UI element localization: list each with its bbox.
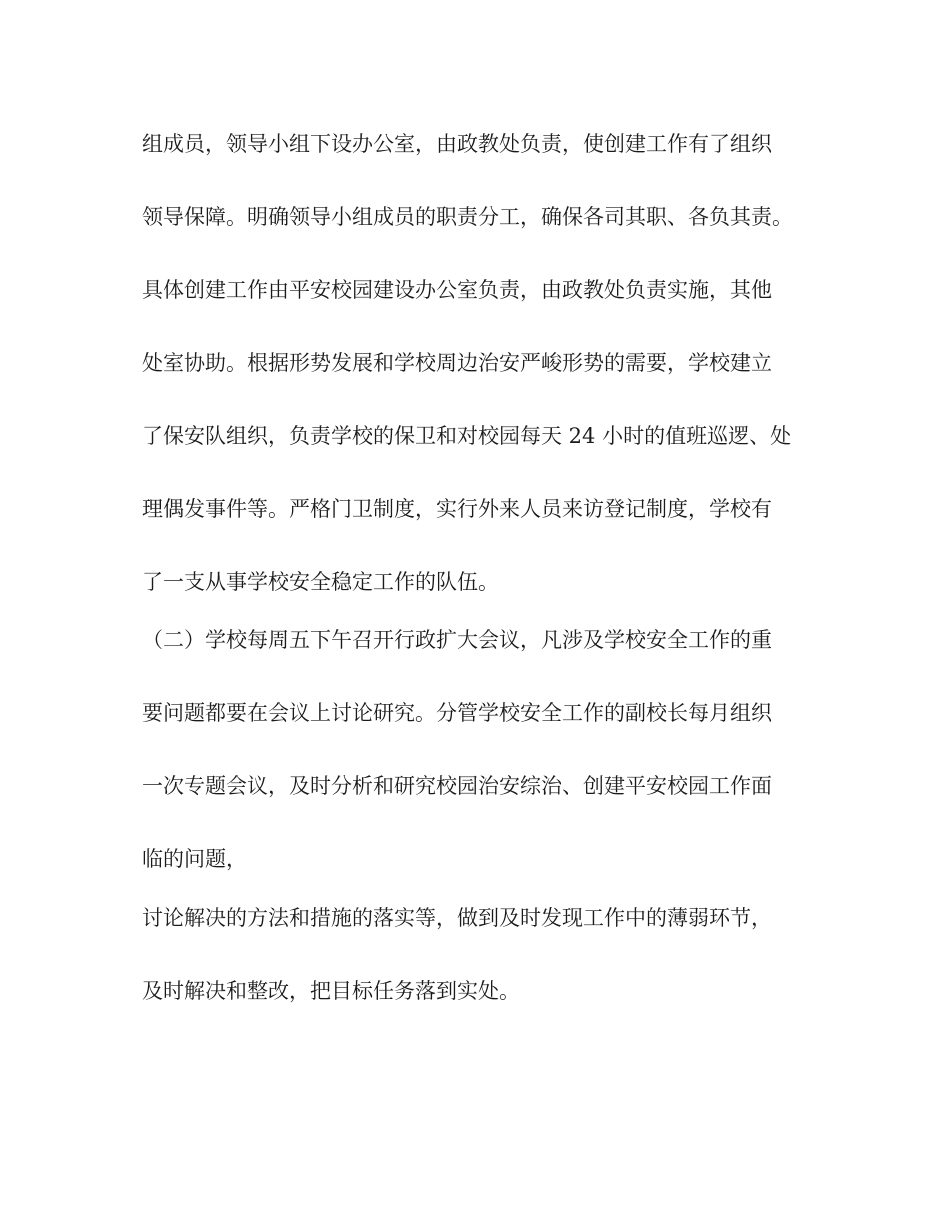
text-line-1: 组成员，领导小组下设办公室，由政教处负责，使创建工作有了组织 xyxy=(142,132,772,156)
text-line-11: 临的问题， xyxy=(142,847,247,871)
text-line-12: 讨论解决的方法和措施的落实等，做到及时发现工作中的薄弱环节， xyxy=(142,906,772,930)
text-line-7: 了一支从事学校安全稳定工作的队伍。 xyxy=(142,570,499,594)
text-line-5: 了保安队组织，负责学校的保卫和对校园每天 24 小时的值班巡逻、处 xyxy=(142,424,792,448)
text-line-3: 具体创建工作由平安校园建设办公室负责，由政教处负责实施，其他 xyxy=(142,278,772,302)
text-line-4: 处室协助。根据形势发展和学校周边治安严峻形势的需要，学校建立 xyxy=(142,351,772,375)
text-line-10: 一次专题会议，及时分析和研究校园治安综治、创建平安校园工作面 xyxy=(142,774,772,798)
text-line-8: （二）学校每周五下午召开行政扩大会议，凡涉及学校安全工作的重 xyxy=(142,628,772,652)
text-line-9: 要问题都要在会议上讨论研究。分管学校安全工作的副校长每月组织 xyxy=(142,701,772,725)
text-line-2: 领导保障。明确领导小组成员的职责分工，确保各司其职、各负其责。 xyxy=(142,205,793,229)
text-line-13: 及时解决和整改，把目标任务落到实处。 xyxy=(142,979,520,1003)
text-line-6: 理偶发事件等。严格门卫制度，实行外来人员来访登记制度，学校有 xyxy=(142,497,772,521)
